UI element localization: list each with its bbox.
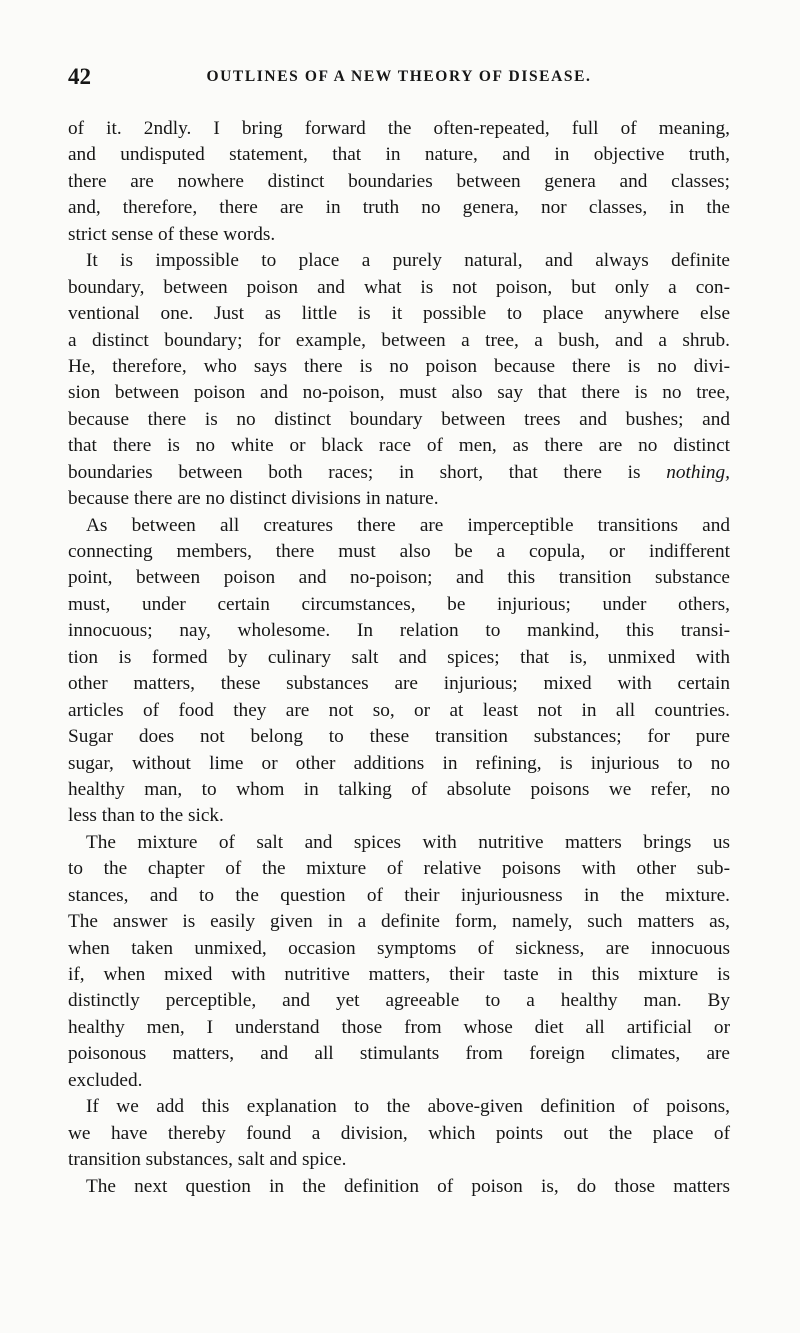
text-line: poisonous matters, and all stimulants from foreign climates, are [68, 1043, 730, 1065]
text-line: boundary, between poison and what is not poison, but only a con- [68, 276, 730, 298]
text-line: The mixture of salt and spices with nutritive matters brings us [86, 831, 730, 853]
text-line: ventional one. Just as little is it possible to place anywhere else [68, 303, 730, 325]
text-line: sugar, without lime or other additions in refining, is injurious to no [68, 752, 730, 774]
text-line: point, between poison and no-poison; and this transition substance [68, 567, 730, 589]
text-line: of it. 2ndly. I bring forward the often-repeated, full of meaning, [68, 118, 730, 139]
text-line: when taken unmixed, occasion symptoms of sickness, are innocuous [68, 937, 730, 959]
text-line: if, when mixed with nutritive matters, their taste in this mixture is [68, 964, 730, 985]
text-line: connecting members, there must also be a copula, or indifferent [68, 541, 730, 562]
text-line: because there is no distinct boundary between trees and bushes; and [68, 408, 730, 430]
text-line: to the chapter of the mixture of relative poisons with other sub- [68, 858, 730, 880]
body-text [68, 116, 730, 1200]
text-segment: boundaries between both races; in short, that there is [68, 461, 667, 483]
text-line: Sugar does not belong to these transition substances; for pure [68, 726, 730, 748]
text-line: healthy men, I understand those from whose diet all artificial or [68, 1016, 730, 1038]
text-line: a distinct boundary; for example, between a tree, a bush, and a shrub. [68, 329, 730, 351]
text-line: must, under certain circumstances, be injurious; under others, [68, 593, 730, 615]
text-line: transition substances, salt and spice. [68, 1149, 347, 1171]
text-line: and undisputed statement, that in nature, and in objective truth, [68, 144, 730, 166]
text-line: that there is no white or black race of men, as there are no distinct [68, 435, 730, 457]
text-line: healthy man, to whom in talking of absolute poisons we refer, no [68, 778, 730, 800]
page-number: 42 [68, 64, 91, 89]
text-line: strict sense of these words. [68, 223, 276, 245]
text-line: other matters, these substances are injurious; mixed with certain [68, 673, 730, 695]
text-line: tion is formed by culinary salt and spices; that is, unmixed with [68, 646, 730, 668]
page-header [68, 65, 730, 89]
running-head: OUTLINES OF A NEW THEORY OF DISEASE. [206, 68, 592, 85]
text-line: excluded. [68, 1069, 143, 1091]
text-line: distinctly perceptible, and yet agreeable to a healthy man. By [68, 990, 730, 1012]
text-line: innocuous; nay, wholesome. In relation to mankind, this transi- [68, 620, 730, 642]
italic-text: nothing, [666, 461, 730, 483]
text-line: He, therefore, who says there is no poison because there is no divi- [68, 355, 730, 377]
text-line: sion between poison and no-poison, must also say that there is no tree, [68, 382, 730, 404]
text-line: The next question in the definition of poison is, do those matters [86, 1175, 730, 1197]
text-line: less than to the sick. [68, 805, 224, 827]
text-line: stances, and to the question of their injuriousness in the mixture. [68, 884, 730, 906]
text-line: we have thereby found a division, which points out the place of [68, 1122, 730, 1144]
text-line: there are nowhere distinct boundaries between genera and classes; [68, 170, 730, 192]
text-line [68, 460, 730, 486]
text-line: It is impossible to place a purely natural, and always definite [86, 250, 730, 272]
text-line: If we add this explanation to the above-given definition of poisons, [86, 1096, 730, 1118]
text-line: As between all creatures there are imperceptible transitions and [86, 514, 730, 536]
text-line: The answer is easily given in a definite form, namely, such matters as, [68, 911, 730, 933]
text-line: articles of food they are not so, or at least not in all countries. [68, 699, 730, 721]
text-line: and, therefore, there are in truth no genera, nor classes, in the [68, 197, 730, 219]
text-line: because there are no distinct divisions in nature. [68, 488, 439, 510]
